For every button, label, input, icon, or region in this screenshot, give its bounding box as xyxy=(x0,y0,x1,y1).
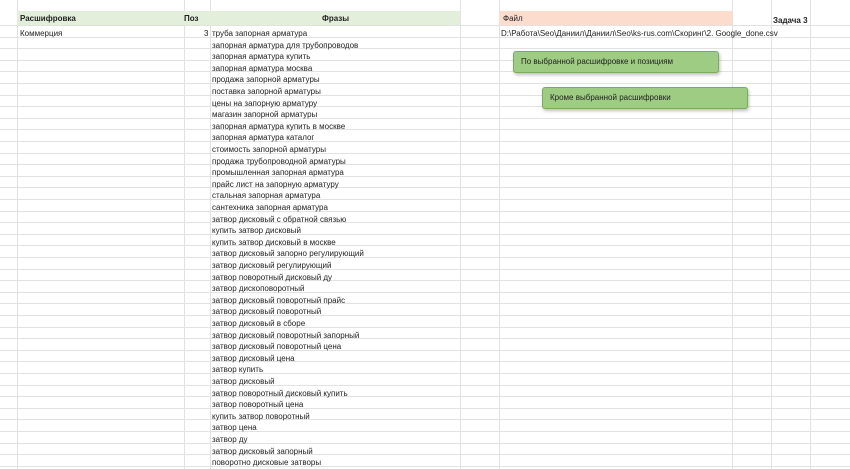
phrase-cell[interactable]: стоимость запорной арматуры xyxy=(212,145,326,154)
phrase-cell[interactable]: купить затвор поворотный xyxy=(212,412,310,421)
phrase-cell[interactable]: затвор дисковый поворотный запорный xyxy=(212,331,360,340)
phrase-cell[interactable]: затвор дисковый цена xyxy=(212,354,295,363)
phrase-cell[interactable]: затвор ду xyxy=(212,435,248,444)
row-gridline xyxy=(0,385,850,386)
row-gridline xyxy=(0,327,850,328)
phrase-cell[interactable]: запорная арматура купить в москве xyxy=(212,122,346,131)
row-gridline xyxy=(0,245,850,246)
phrase-cell[interactable]: промышленная запорная арматура xyxy=(212,168,344,177)
phrase-cell[interactable]: цены на запорную арматуру xyxy=(212,99,318,108)
row-gridline xyxy=(0,176,850,177)
phrase-cell[interactable]: затвор купить xyxy=(212,365,264,374)
row-gridline xyxy=(0,419,850,420)
phrase-cell[interactable]: запорная арматура купить xyxy=(212,52,311,61)
phrase-cell[interactable]: стальная запорная арматура xyxy=(212,191,321,200)
row-gridline xyxy=(0,466,850,467)
row-gridline xyxy=(0,222,850,223)
phrase-cell[interactable]: затвор поворотный дисковый ду xyxy=(212,273,333,282)
row-gridline xyxy=(0,431,850,432)
phrase-cell[interactable]: затвор дисковый xyxy=(212,377,275,386)
row-gridline xyxy=(0,71,850,72)
phrase-cell[interactable]: продажа запорной арматуры xyxy=(212,75,320,84)
row-gridline xyxy=(0,315,850,316)
phrase-cell[interactable]: затвор дисковый регулирующий xyxy=(212,261,332,270)
row-gridline xyxy=(0,338,850,339)
filter-except-selected-button[interactable]: Кроме выбранной расшифровки xyxy=(542,87,748,109)
row-gridline xyxy=(0,454,850,455)
row-gridline xyxy=(0,361,850,362)
row-gridline xyxy=(0,269,850,270)
phrase-cell[interactable]: магазин запорной арматуры xyxy=(212,110,318,119)
phrase-cell[interactable]: затвор поворотный цена xyxy=(212,400,304,409)
row-gridline xyxy=(0,153,850,154)
phrase-cell[interactable]: купить затвор дисковый xyxy=(212,226,301,235)
row-gridline xyxy=(0,25,850,26)
decode-cell[interactable]: Коммерция xyxy=(20,29,63,38)
row-gridline xyxy=(0,234,850,235)
row-gridline xyxy=(0,443,850,444)
row-gridline xyxy=(0,350,850,351)
row-gridline xyxy=(0,257,850,258)
header-file[interactable]: Файл xyxy=(503,14,523,23)
phrase-cell[interactable]: продажа трубопроводной арматуры xyxy=(212,157,346,166)
phrase-cell[interactable]: затвор цена xyxy=(212,423,257,432)
row-gridline xyxy=(0,292,850,293)
phrase-cell[interactable]: затвор дисковый в сборе xyxy=(212,319,306,328)
row-gridline xyxy=(0,83,850,84)
phrase-cell[interactable]: затвор дисковый с обратной связью xyxy=(212,215,347,224)
phrase-cell[interactable]: труба запорная арматура xyxy=(212,29,308,38)
row-gridline xyxy=(0,187,850,188)
pos-cell[interactable]: 3 xyxy=(204,29,209,38)
phrase-cell[interactable]: запорная арматура каталог xyxy=(212,133,315,142)
task-label[interactable]: Задача 3 xyxy=(773,16,808,25)
phrase-cell[interactable]: сантехника запорная арматура xyxy=(212,203,328,212)
header-decode[interactable]: Расшифровка xyxy=(20,14,76,23)
phrase-cell[interactable]: затвор поворотный дисковый купить xyxy=(212,389,348,398)
filter-by-selected-button[interactable]: По выбранной расшифровке и позициям xyxy=(513,51,719,73)
row-gridline xyxy=(0,164,850,165)
row-gridline xyxy=(0,408,850,409)
phrase-cell[interactable]: запорная арматура для трубопроводов xyxy=(212,41,359,50)
row-gridline xyxy=(0,48,850,49)
phrase-cell[interactable]: затвор дисковый запорный xyxy=(212,447,313,456)
row-gridline xyxy=(0,199,850,200)
header-fill xyxy=(17,11,460,25)
phrase-cell[interactable]: затвор дисковый поворотный прайс xyxy=(212,296,346,305)
phrase-cell[interactable]: затвор дисковый поворотный xyxy=(212,307,322,316)
phrase-cell[interactable]: запорная арматура москва xyxy=(212,64,313,73)
row-gridline xyxy=(0,129,850,130)
phrase-cell[interactable]: затвор дисковый поворотный цена xyxy=(212,342,342,351)
row-gridline xyxy=(0,373,850,374)
row-gridline xyxy=(0,396,850,397)
header-pos[interactable]: Поз xyxy=(184,14,199,23)
file-path-cell[interactable]: D:\Работа\Seo\Даниил\Даниил\Seo\ks-rus.com\Скоринг\2. Google_done.csv xyxy=(501,29,778,38)
phrase-cell[interactable]: поворотно дисковые затворы xyxy=(212,458,322,467)
row-gridline xyxy=(0,280,850,281)
phrase-cell[interactable]: купить затвор дисковый в москве xyxy=(212,238,336,247)
phrase-cell[interactable]: прайс лист на запорную арматуру xyxy=(212,180,339,189)
row-gridline xyxy=(0,211,850,212)
phrase-cell[interactable]: поставка запорной арматуры xyxy=(212,87,321,96)
file-header-fill xyxy=(499,11,732,25)
phrase-cell[interactable]: затвор дисковый запорно регулирующий xyxy=(212,249,364,258)
row-gridline xyxy=(0,141,850,142)
phrase-cell[interactable]: затвор дископоворотный xyxy=(212,284,305,293)
row-gridline xyxy=(0,60,850,61)
row-gridline xyxy=(0,303,850,304)
header-phrases[interactable]: Фразы xyxy=(322,14,350,23)
row-gridline xyxy=(0,118,850,119)
